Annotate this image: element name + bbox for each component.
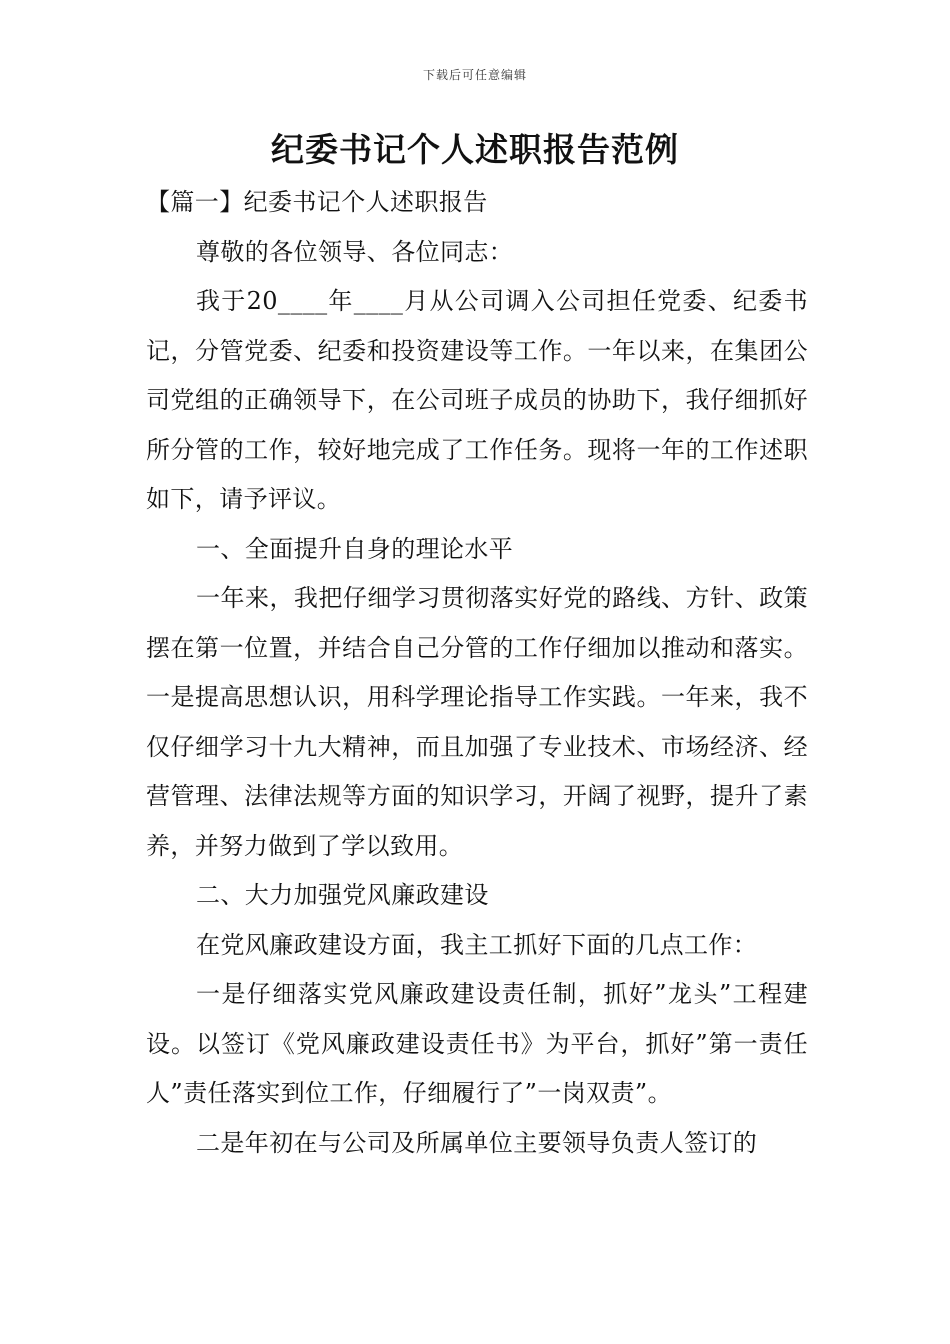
document-title: 纪委书记个人述职报告范例 <box>271 130 679 169</box>
heading-section-2: 二、大力加强党风廉政建设 <box>196 881 489 909</box>
document-body <box>146 178 808 1168</box>
heading-section-1: 一、全面提升自身的理论水平 <box>196 534 514 563</box>
header-note: 下载后可任意编辑 <box>422 68 527 82</box>
paragraph-point-2: 二是年初在与公司及所属单位主要领导负责人签订的 <box>196 1128 758 1157</box>
paragraph-section-2-intro: 在党风廉政建设方面，我主工抓好下面的几点工作： <box>196 930 758 959</box>
paragraph-salutation: 尊敬的各位领导、各位同志： <box>196 237 514 266</box>
paragraph-point-1: 一是仔细落实党风廉政建设责任制，抓好”龙头”工程建设。以签订《党风廉政建设责任书》为平台，抓好”第一责任人”责任落实到位工作，仔细履行了”一岗双责”。 <box>146 980 808 1107</box>
paragraph-intro: 我于20____年____月从公司调入公司担任党委、纪委书记，分管党委、纪委和投资建设等工作。一年以来，在集团公司党组的正确领导下，在公司班子成员的协助下，我仔细抓好所分管的工作，较好地完成了工作任务。现将一年的工作述职如下，请予评议。 <box>146 287 808 513</box>
paragraph-section-1: 一年来，我把仔细学习贯彻落实好党的路线、方针、政策摆在第一位置，并结合自己分管的工作仔细加以推动和落实。一是提高思想认识，用科学理论指导工作实践。一年来，我不仅仔细学习十九大精神，而且加强了专业技术、市场经济、经营管理、法律法规等方面的知识学习，开阔了视野，提升了素养，并努力做到了学以致用。 <box>146 584 808 860</box>
section-label: 【篇一】纪委书记个人述职报告 <box>146 188 488 216</box>
